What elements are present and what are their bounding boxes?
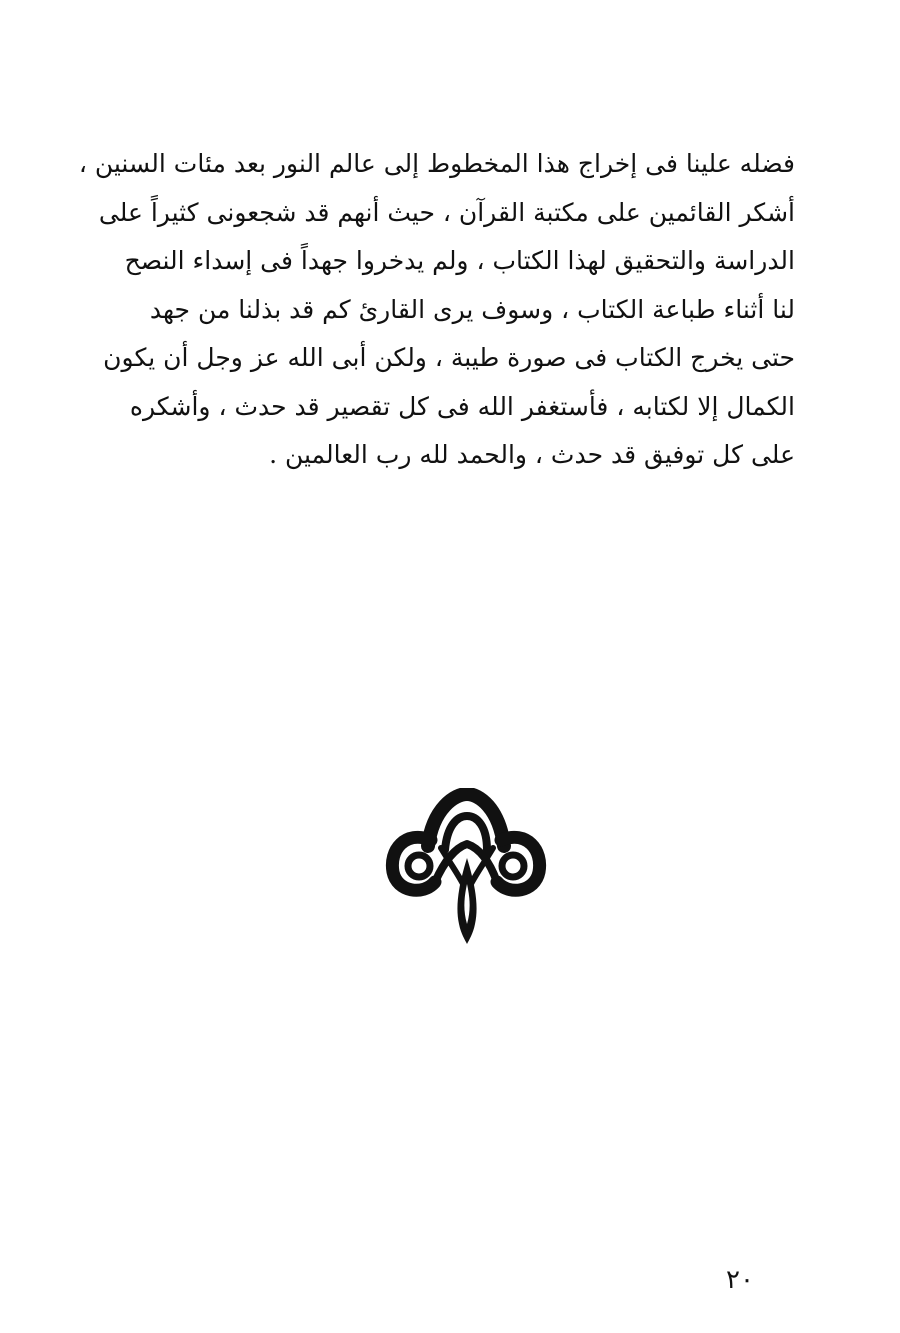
text-line-7: على كل توفيق قد حدث ، والحمد لله رب العالمين . bbox=[269, 440, 795, 469]
text-line-4: لنا أثناء طباعة الكتاب ، وسوف يرى القارئ كم قد بذلنا من جهد bbox=[149, 294, 795, 324]
page-number: ٢٠ bbox=[726, 1265, 754, 1295]
body-paragraph bbox=[78, 140, 795, 480]
text-line-3: الدراسة والتحقيق لهذا الكتاب ، ولم يدخروا جهداً فى إسداء النصح bbox=[124, 246, 795, 275]
text-line-6: الكمال إلا لكتابه ، فأستغفر الله فى كل تقصير قد حدث ، وأشكره bbox=[129, 391, 795, 421]
text-line-1: فضله علينا فى إخراج هذا المخطوط إلى عالم النور بعد مئات السنين ، bbox=[78, 149, 795, 178]
arabesque-ornament-icon bbox=[383, 788, 548, 948]
text-line-2: أشكر القائمين على مكتبة القرآن ، حيث أنهم قد شجعونى كثيراً على bbox=[98, 197, 795, 227]
text-line-5: حتى يخرج الكتاب فى صورة طيبة ، ولكن أبى الله عز وجل أن يكون bbox=[103, 343, 795, 372]
